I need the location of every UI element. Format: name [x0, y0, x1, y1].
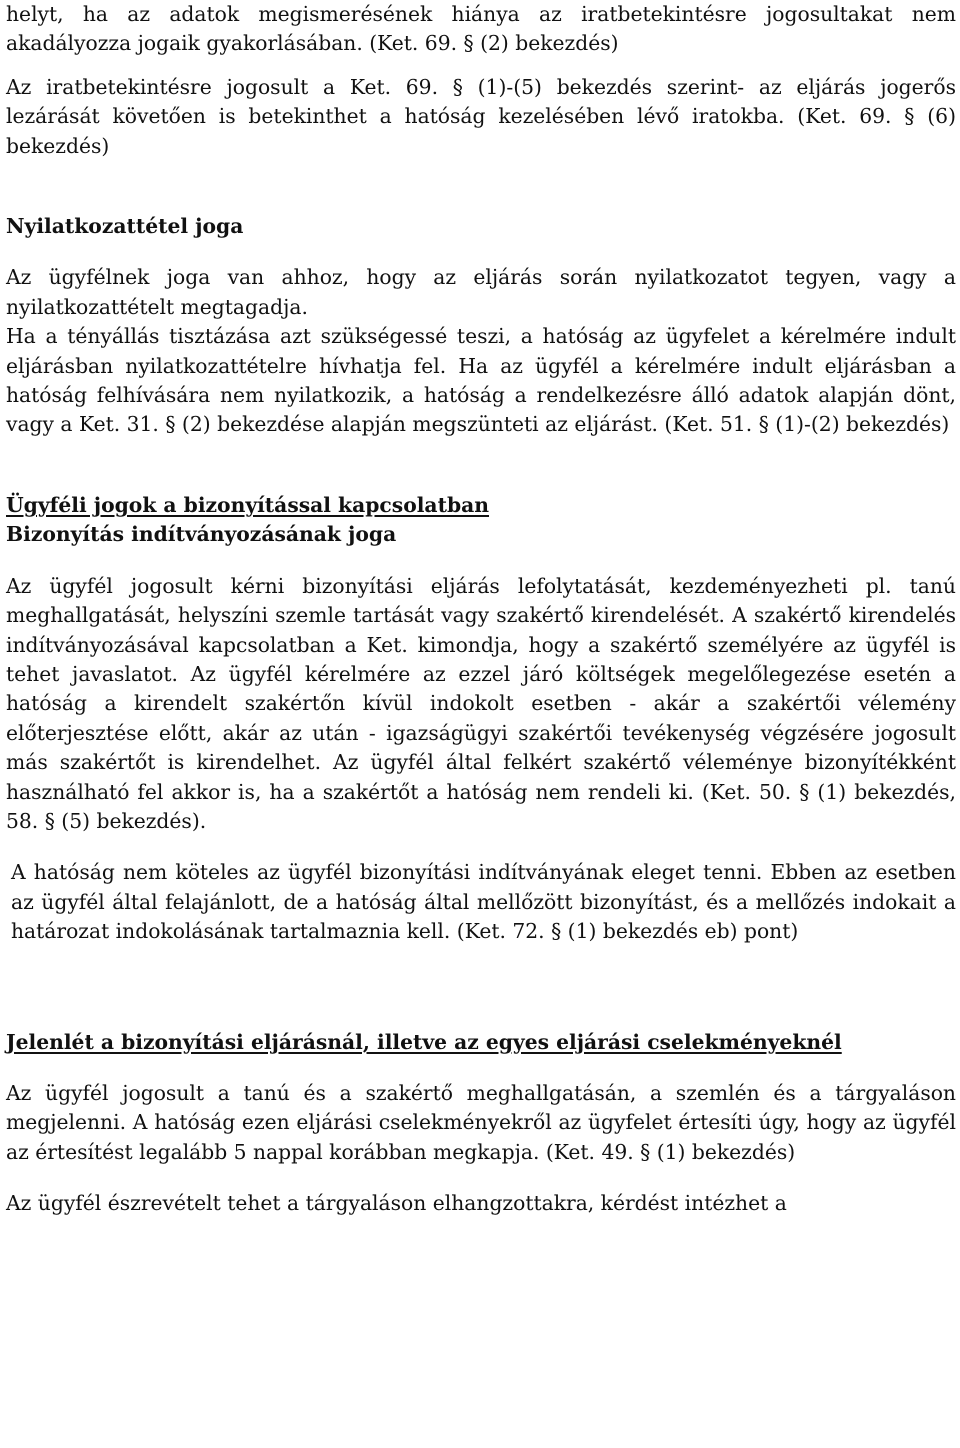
- spacer: [6, 836, 956, 858]
- spacer: [6, 161, 956, 190]
- spacer: [6, 550, 956, 572]
- paragraph-nyilatkozat-jog: Az ügyfélnek joga van ahhoz, hogy az eljárás során nyilatkozatot tegyen, vagy a nyilatkozattételt megtagadja.: [6, 265, 956, 319]
- heading-bizonyitas-inditvanyozas: Bizonyítás indítványozásának joga: [6, 522, 397, 547]
- spacer: [6, 190, 956, 212]
- paragraph-betekintes-jogeros: Az iratbetekintésre jogosult a Ket. 69. § (1)-(5) bekezdés szerint- az eljárás jogerős lezárását követően is betekinthet a hatóság kezelésében lévő iratokba. (Ket. 69. § (6) bekezdés): [6, 74, 956, 158]
- paragraph-jelenlet-jog: Az ügyfél jogosult a tanú és a szakértő meghallgatásán, a szemlén és a tárgyaláson megjelenni. A hatóság ezen eljárási cselekményekről az ügyfelet értesíti úgy, hogy az ügyfél az értesítést legalább 5 nappal korábban megkapja. (Ket. 49. § (1) bekezdés): [6, 1080, 956, 1164]
- heading-nyilatkozattetel: Nyilatkozattétel joga: [6, 214, 244, 239]
- spacer: [6, 1167, 956, 1189]
- document-page: [6, 0, 956, 1219]
- heading-ugyfeli-jogok-bizonyitas: Ügyféli jogok a bizonyítással kapcsolatban: [6, 492, 490, 517]
- spacer: [6, 469, 956, 491]
- spacer: [6, 241, 956, 263]
- spacer: [6, 440, 956, 469]
- paragraph-nyilatkozat-felhivas: Ha a tényállás tisztázása azt szükségessé teszi, a hatóság az ügyfelet a kérelmére indult eljárásban nyilatkozattételre hívhatja fel. Ha az ügyfél a kérelmére indult eljárásban a hatóság felhívására nem nyilatkozik, a hatóság a rendelkezésre álló adatok alapján dönt, vagy a Ket. 31. § (2) bekezdése alapján megszünteti az eljárást. (Ket. 51. § (1)-(2) bekezdés): [6, 324, 956, 437]
- spacer: [6, 947, 956, 1028]
- paragraph-bizonyitas-kerese: Az ügyfél jogosult kérni bizonyítási eljárás lefolytatását, kezdeményezheti pl. tanú meghallgatását, helyszíni szemle tartását vagy szakértő kirendelését. A szakértő kirendelés indítványozásával kapcsolatban a Ket. kimondja, hogy a szakértő személyére az ügyfél is tehet javaslatot. Az ügyfél kérelmére az ezzel járó költségek megelőlegezése esetén a hatóság a kirendelt szakértőn kívül indokolt esetben - akár a szakértői vélemény előterjesztése előtt, akár az után - igazságügyi szakértői tevékenység végzésére jogosult más szakértőt is kirendelhet. Az ügyfél által felkért szakértő véleménye bizonyítékként használható fel akkor is, ha a szakértőt a hatóság nem rendeli ki. (Ket. 50. § (1) bekezdés, 58. § (5) bekezdés).: [6, 573, 956, 833]
- paragraph-betekintes-korlat: helyt, ha az adatok megismerésének hiánya az iratbetekintésre jogosultakat nem akadályozza jogaik gyakorlásában. (Ket. 69. § (2) bekezdés): [6, 2, 956, 56]
- paragraph-eszrevetel: Az ügyfél észrevételt tehet a tárgyaláson elhangzottakra, kérdést intézhet a: [6, 1191, 787, 1216]
- spacer: [6, 59, 956, 73]
- heading-jelenlet-bizonyitas: Jelenlét a bizonyítási eljárásnál, illetve az egyes eljárási cselekményeknél: [6, 1029, 842, 1054]
- paragraph-inditvany-mellozese: A hatóság nem köteles az ügyfél bizonyítási indítványának eleget tenni. Ebben az esetben az ügyfél által felajánlott, de a hatóság által mellőzött bizonyítást, és a mellőzés indokait a határozat indokolásának tartalmaznia kell. (Ket. 72. § (1) bekezdés eb) pont): [11, 860, 956, 944]
- spacer: [6, 1057, 956, 1079]
